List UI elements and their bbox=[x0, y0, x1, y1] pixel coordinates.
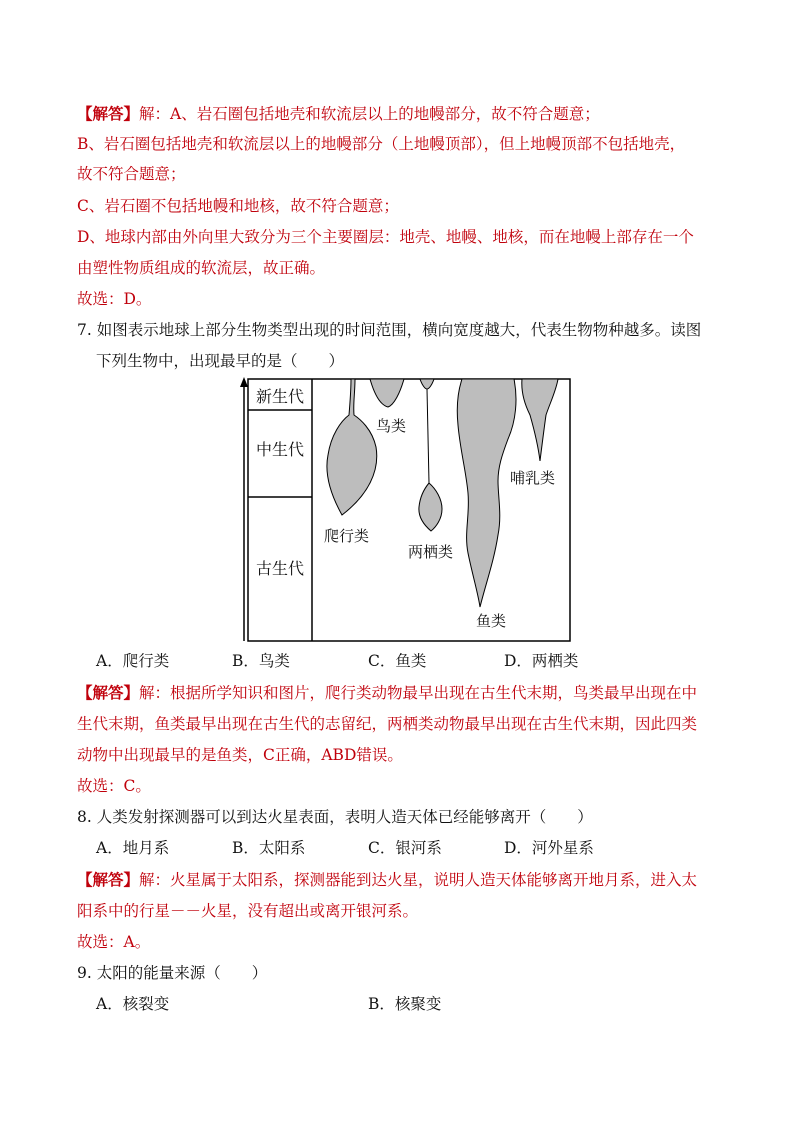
bird-shape bbox=[370, 379, 404, 407]
answer-tag: 【解答】 bbox=[77, 870, 140, 889]
q8-answer-line-1: 【解答】解：火星属于太阳系，探测器能到达火星，说明人造天体能够离开地月系，进入太 bbox=[77, 870, 698, 889]
q6-answer-line-3: 故不符合题意； bbox=[77, 165, 186, 183]
label-amphibian: 两栖类 bbox=[408, 543, 454, 561]
q7-option-d: D．两栖类 bbox=[504, 652, 579, 670]
q7-option-c: C．鱼类 bbox=[368, 652, 427, 670]
q6-answer-line-4: C、岩石圈不包括地幔和地核，故不符合题意； bbox=[77, 197, 399, 215]
q6-answer-line-6: 由塑性物质组成的软流层，故正确。 bbox=[77, 259, 326, 277]
q8-option-d: D．河外星系 bbox=[504, 839, 594, 857]
evolution-figure bbox=[236, 375, 576, 645]
label-reptile: 爬行类 bbox=[324, 527, 370, 545]
amphibian-top-shape bbox=[420, 379, 434, 389]
q7-answer-line-3: 动物中出现最早的是鱼类，C正确，ABD错误。 bbox=[77, 746, 403, 764]
q9-option-b: B．核聚变 bbox=[368, 995, 442, 1013]
q6-answer-line-2: B、岩石圈包括地壳和软流层以上的地幔部分（上地幔顶部），但上地幔顶部不包括地壳， bbox=[77, 135, 686, 153]
q6-answer-line-1: 【解答】解：A、岩石圈包括地壳和软流层以上的地幔部分，故不符合题意； bbox=[77, 104, 600, 123]
q9-stem: 9. 太阳的能量来源（ ） bbox=[77, 964, 268, 982]
q8-choice: 故选：A。 bbox=[77, 933, 151, 951]
answer-tag: 【解答】 bbox=[77, 683, 140, 702]
q7-option-b: B．鸟类 bbox=[232, 652, 290, 670]
q8-option-b: B．太阳系 bbox=[232, 839, 306, 857]
label-fish: 鱼类 bbox=[476, 612, 507, 630]
q9-option-a: A．核裂变 bbox=[96, 995, 170, 1013]
era-cenozoic: 新生代 bbox=[255, 387, 305, 406]
q8-answer-line-2: 阳系中的行星－－火星，没有超出或离开银河系。 bbox=[77, 902, 419, 920]
arrow-head-icon bbox=[240, 377, 248, 387]
fish-shape bbox=[457, 379, 516, 607]
q7-stem-line-2: 下列生物中，出现最早的是（ ） bbox=[96, 352, 345, 370]
era-paleozoic: 古生代 bbox=[255, 559, 305, 578]
q8-option-c: C．银河系 bbox=[368, 839, 442, 857]
q7-choice: 故选：C。 bbox=[77, 777, 151, 795]
q7-stem-line-1: 7. 如图表示地球上部分生物类型出现的时间范围，横向宽度越大，代表生物物种越多。读图 bbox=[77, 321, 702, 339]
q6-answer-line-5: D、地球内部由外向里大致分为三个主要圈层：地壳、地幔、地核，而在地幔上部存在一个 bbox=[77, 228, 694, 246]
q7-answer-line-1: 【解答】解：根据所学知识和图片，爬行类动物最早出现在古生代末期，鸟类最早出现在中 bbox=[77, 683, 698, 702]
mammal-shape bbox=[522, 379, 558, 461]
label-mammal: 哺乳类 bbox=[510, 469, 556, 487]
q7-option-a: A．爬行类 bbox=[96, 652, 170, 670]
q7-answer-line-2: 生代末期，鱼类最早出现在古生代的志留纪，两栖类动物最早出现在古生代末期，因此四类 bbox=[77, 715, 698, 733]
label-bird: 鸟类 bbox=[376, 417, 407, 435]
era-mesozoic: 中生代 bbox=[255, 440, 305, 459]
q6-choice: 故选：D。 bbox=[77, 290, 152, 308]
answer-tag: 【解答】 bbox=[77, 104, 140, 123]
q8-option-a: A．地月系 bbox=[96, 839, 170, 857]
q8-stem: 8. 人类发射探测器可以到达火星表面，表明人造天体已经能够离开（ ） bbox=[77, 808, 593, 826]
amphibian-shape bbox=[419, 483, 442, 531]
reptile-shape bbox=[327, 379, 377, 515]
